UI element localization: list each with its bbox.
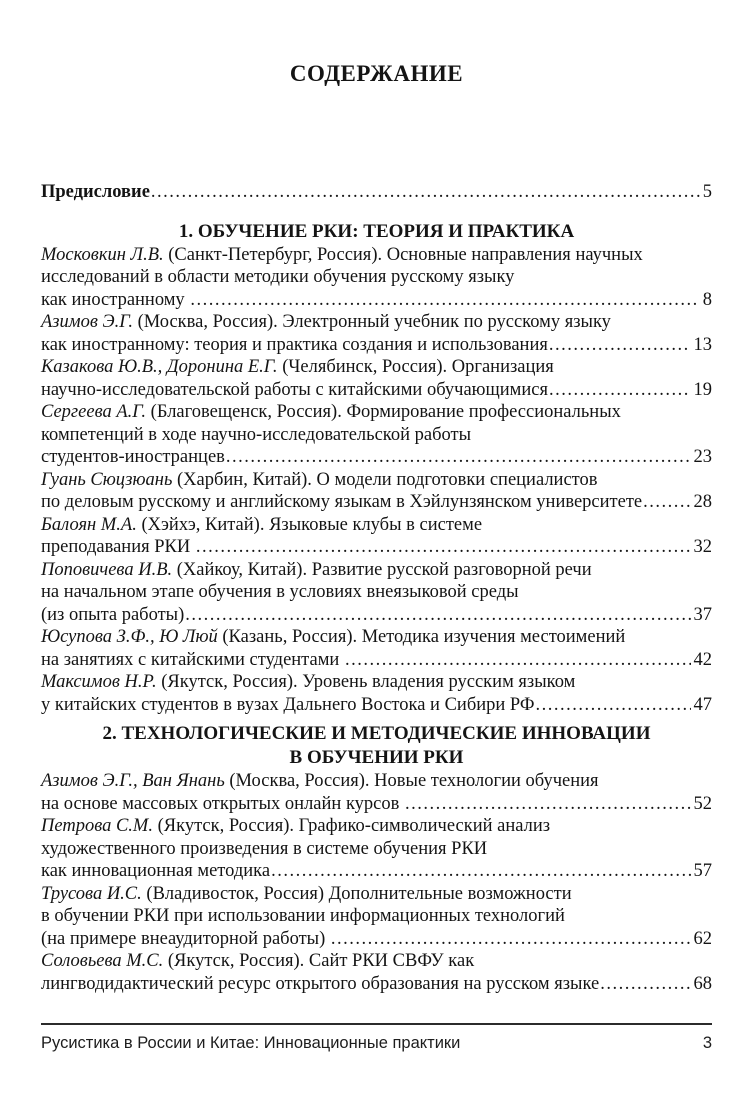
dot-leader [536, 694, 691, 717]
toc-entry [41, 469, 712, 514]
page-number: 52 [693, 793, 712, 814]
entry-authors: Гуань Сюцзюань [41, 469, 173, 490]
page-number: 57 [693, 861, 712, 881]
entry-text: (Казань, Россия). Методика изучения местоимений [217, 627, 626, 647]
page-number: 13 [693, 334, 712, 355]
page-number: 68 [693, 973, 712, 994]
entry-text: (Хэйхэ, Китай). Языковые клубы в системе [136, 514, 483, 535]
toc-entry [41, 311, 712, 356]
page-number: 5 [702, 182, 712, 202]
entry-text: (Челябинск, Россия). Организация [277, 357, 554, 377]
entry-text: (на примере внеаудиторной работы) [41, 928, 330, 949]
entry-text: (Санкт-Петербург, Россия). Основные направления научных [163, 244, 643, 265]
entry-text: на основе массовых открытых онлайн курсов [41, 793, 404, 814]
entry-authors: Соловьева М.С. [41, 951, 164, 971]
section-1-heading: 1. ОБУЧЕНИЕ РКИ: ТЕОРИЯ И ПРАКТИКА [178, 220, 575, 242]
preface-label: Предисловие [41, 182, 150, 202]
entry-text: преподавания РКИ [41, 537, 195, 557]
entry-authors: Московкин Л.В. [41, 244, 164, 265]
section-1-entries [41, 244, 712, 717]
entry-authors: Сергеева А.Г. [41, 402, 147, 422]
entry-authors: Азимов Э.Г., Ван Янань [41, 771, 225, 791]
section-2-entries [41, 770, 712, 995]
entry-text: у китайских студентов в вузах Дальнего Востока и Сибири РФ [41, 694, 535, 715]
dot-leader [151, 181, 700, 204]
dot-leader [271, 860, 690, 883]
section-2-heading [41, 722, 712, 770]
footer-title: Русистика в России и Китае: Инновационные практики [41, 1034, 461, 1052]
dot-leader [345, 649, 691, 672]
toc-entry [41, 671, 712, 716]
entry-text: (Харбин, Китай). О модели подготовки специалистов [172, 469, 598, 490]
toc-entry [41, 244, 712, 312]
toc-entry [41, 770, 712, 815]
entry-text: студентов-иностранцев [41, 447, 225, 467]
dot-leader [405, 793, 691, 816]
page-number: 8 [702, 289, 712, 310]
entry-text: на начальном этапе обучения в условиях внеязыковой среды [41, 582, 519, 602]
entry-text: художественного произведения в системе обучения РКИ [41, 838, 488, 859]
entry-text: (Хайкоу, Китай). Развитие русской разговорной речи [172, 559, 592, 580]
entry-text: компетенций в ходе научно-исследовательской работы [41, 424, 471, 445]
entry-authors: Максимов Н.Р. [41, 672, 157, 692]
section-2-heading-line1: 2. ТЕХНОЛОГИЧЕСКИЕ И МЕТОДИЧЕСКИЕ ИННОВАЦИИ [102, 723, 651, 744]
dot-leader [226, 446, 691, 469]
entry-text: (Москва, Россия). Новые технологии обучения [224, 771, 599, 791]
entry-text: (Якутск, Россия). Графико-символический анализ [152, 816, 551, 836]
entry-text: (Владивосток, Россия) Дополнительные возможности [141, 883, 572, 904]
page-number: 62 [693, 928, 712, 949]
preface-entry [41, 181, 712, 204]
entry-text: в обучении РКИ при использовании информационных технологий [41, 906, 565, 926]
footer [41, 1023, 712, 1053]
dot-leader [196, 536, 691, 559]
entry-text: как инновационная методика [41, 861, 271, 881]
dot-leader [643, 491, 690, 514]
toc-entry [41, 356, 712, 401]
footer-page-number: 3 [702, 1034, 712, 1052]
page-number: 37 [693, 604, 712, 625]
entry-authors: Балоян М.А. [41, 514, 137, 535]
entry-authors: Поповичева И.В. [41, 559, 173, 580]
entry-text: на занятиях с китайскими студентами [41, 649, 344, 670]
dot-leader [549, 379, 691, 402]
entry-authors: Юсупова З.Ф., Ю Люй [41, 627, 218, 647]
page-number: 28 [693, 492, 712, 512]
page-number: 19 [693, 379, 712, 400]
entry-text: как иностранному: теория и практика создания и использования [41, 334, 548, 355]
toc-entry [41, 883, 712, 951]
entry-text: исследований в области методики обучения русскому языку [41, 267, 515, 287]
toc-entry [41, 626, 712, 671]
dot-leader [331, 928, 691, 951]
dot-leader [185, 604, 690, 627]
dot-leader [549, 334, 691, 357]
entry-authors: Трусова И.С. [41, 883, 142, 904]
page-number: 42 [693, 649, 712, 670]
toc-entry [41, 815, 712, 883]
page-number: 23 [693, 447, 712, 467]
entry-text: (Благовещенск, Россия). Формирование профессиональных [146, 402, 621, 422]
page-number: 47 [693, 694, 712, 715]
section-2-heading-line2: В ОБУЧЕНИИ РКИ [289, 747, 464, 768]
entry-authors: Азимов Э.Г. [41, 312, 133, 332]
dot-leader [190, 289, 699, 312]
entry-authors: Казакова Ю.В., Доронина Е.Г. [41, 357, 278, 377]
toc-entry [41, 559, 712, 627]
entry-text: (Якутск, Россия). Уровень владения русским языком [156, 672, 576, 692]
entry-text: научно-исследовательской работы с китайскими обучающимися [41, 379, 548, 400]
entry-text: (из опыта работы) [41, 604, 185, 625]
page-number: 32 [693, 537, 712, 557]
toc-entry [41, 401, 712, 469]
entry-text: (Москва, Россия). Электронный учебник по русскому языку [132, 312, 611, 332]
entry-text: лингводидактический ресурс открытого образования на русском языке [41, 973, 600, 994]
dot-leader [600, 973, 690, 996]
entry-text: по деловым русскому и английскому языкам в Хэйлунзянском университете [41, 492, 643, 512]
page-title: СОДЕРЖАНИЕ [289, 61, 464, 86]
entry-text: как иностранному [41, 289, 190, 310]
entry-text: (Якутск, Россия). Сайт РКИ СВФУ как [163, 951, 475, 971]
entry-authors: Петрова С.М. [41, 816, 153, 836]
toc-entry [41, 514, 712, 559]
toc-entry [41, 950, 712, 995]
